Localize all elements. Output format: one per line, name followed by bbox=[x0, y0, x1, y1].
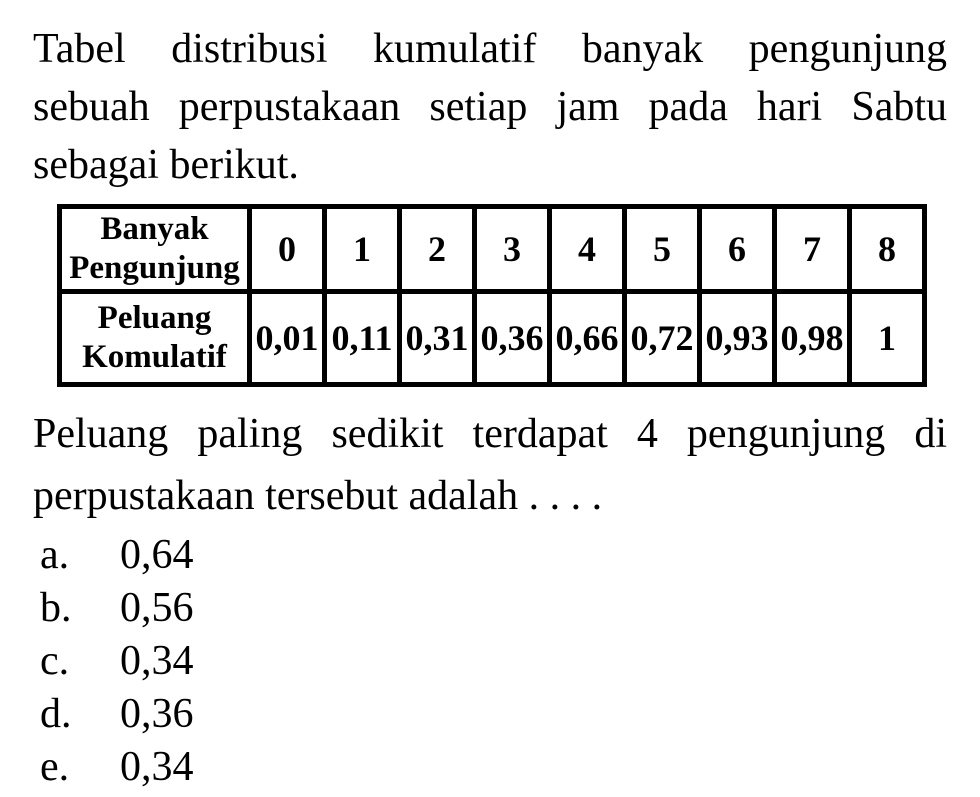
cumulative-probability-cell: 0,72 bbox=[625, 292, 700, 385]
visitors-count-cell: 0 bbox=[250, 207, 325, 292]
visitors-count-cell: 3 bbox=[475, 207, 550, 292]
option-row-a bbox=[33, 529, 947, 582]
problem-question bbox=[33, 403, 947, 527]
intro-line: Tabel distribusi kumulatif banyak pengunjung bbox=[33, 26, 947, 72]
cumulative-distribution-table bbox=[57, 204, 927, 387]
intro-line: sebagai berikut. bbox=[33, 142, 299, 188]
option-letter: c. bbox=[40, 638, 70, 684]
table-row-cumulative-probability bbox=[60, 292, 925, 385]
option-letter: a. bbox=[40, 532, 70, 578]
visitors-count-cell: 6 bbox=[700, 207, 775, 292]
table-row-visitors bbox=[60, 207, 925, 292]
visitors-count-cell: 1 bbox=[325, 207, 400, 292]
answer-options bbox=[33, 529, 947, 794]
visitors-count-cell: 2 bbox=[400, 207, 475, 292]
option-letter: d. bbox=[40, 691, 72, 737]
visitors-count-cell: 4 bbox=[550, 207, 625, 292]
intro-line: sebuah perpustakaan setiap jam pada hari Sabtu bbox=[33, 84, 947, 130]
option-letter: b. bbox=[40, 585, 72, 631]
option-value: 0,64 bbox=[120, 532, 194, 578]
option-letter: e. bbox=[40, 744, 70, 790]
visitors-count-cell: 8 bbox=[850, 207, 925, 292]
option-row-d bbox=[33, 688, 947, 741]
option-value: 0,34 bbox=[120, 638, 194, 684]
cumulative-probability-cell: 0,36 bbox=[475, 292, 550, 385]
visitors-count-cell: 5 bbox=[625, 207, 700, 292]
probability-row-header: Peluang Komulatif bbox=[60, 292, 250, 385]
visitors-row-header: Banyak Pengunjung bbox=[60, 207, 250, 292]
question-line: perpustakaan tersebut adalah . . . . bbox=[33, 473, 603, 519]
option-row-b bbox=[33, 582, 947, 635]
option-value: 0,36 bbox=[120, 691, 194, 737]
cumulative-probability-cell: 0,93 bbox=[700, 292, 775, 385]
option-value: 0,34 bbox=[120, 744, 194, 790]
cumulative-probability-cell: 0,11 bbox=[325, 292, 400, 385]
cumulative-probability-cell: 1 bbox=[850, 292, 925, 385]
question-line: Peluang paling sedikit terdapat 4 pengunjung di bbox=[33, 411, 947, 457]
cumulative-probability-cell: 0,31 bbox=[400, 292, 475, 385]
cumulative-probability-cell: 0,01 bbox=[250, 292, 325, 385]
option-value: 0,56 bbox=[120, 585, 194, 631]
cumulative-probability-cell: 0,66 bbox=[550, 292, 625, 385]
visitors-count-cell: 7 bbox=[775, 207, 850, 292]
problem-intro bbox=[33, 20, 947, 194]
option-row-e bbox=[33, 741, 947, 794]
cumulative-probability-cell: 0,98 bbox=[775, 292, 850, 385]
option-row-c bbox=[33, 635, 947, 688]
